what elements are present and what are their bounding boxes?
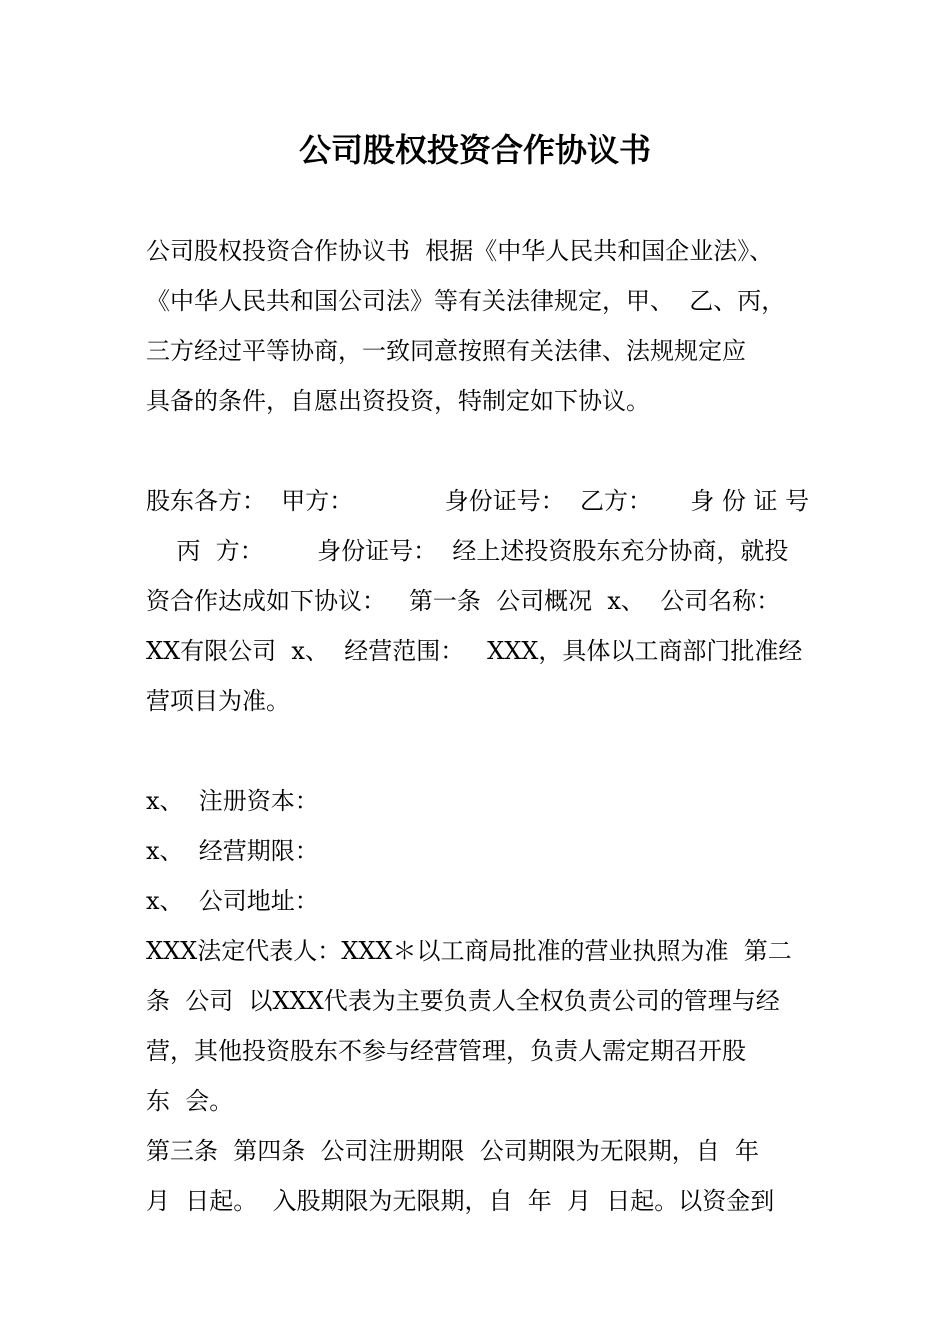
text-line: 资合作达成如下协议： 第一条 公司概况 x、 公司名称： — [146, 587, 781, 615]
text-line: 东 会。 — [146, 1087, 234, 1115]
text-line: x、 经营期限： — [146, 837, 319, 865]
details-paragraph — [146, 776, 826, 1226]
text-line: x、 注册资本： — [146, 787, 319, 815]
document-title: 公司股权投资合作协议书 — [298, 131, 651, 169]
text-line: 三方经过平等协商，一致同意按照有关法律、法规规定应 — [146, 337, 746, 365]
text-line: 丙 方： 身份证号： 经上述投资股东充分协商，就投 — [146, 537, 789, 565]
text-line: XX有限公司 x、 经营范围： XXX，具体以工商部门批准经 — [146, 637, 803, 665]
text-line: 营项目为准。 — [146, 687, 290, 715]
text-line: 股东各方： 甲方： 身份证号： 乙方： 身 份 证 号 — [146, 487, 810, 515]
text-line: 营，其他投资股东不参与经营管理，负责人需定期召开股 — [146, 1037, 746, 1065]
text-line: 第三条 第四条 公司注册期限 公司期限为无限期，自 年 — [146, 1137, 760, 1165]
text-line: 具备的条件，自愿出资投资，特制定如下协议。 — [146, 387, 650, 415]
shareholders-paragraph — [146, 476, 826, 726]
text-line: 《中华人民共和国公司法》等有关法律规定，甲、 乙、丙， — [146, 287, 786, 315]
text-line: 月 日起。 入股期限为无限期，自 年 月 日起。以资金到 — [146, 1187, 775, 1215]
intro-paragraph — [146, 226, 826, 426]
text-line: 公司股权投资合作协议书 根据《中华人民共和国企业法》、 — [146, 237, 774, 265]
text-line: 条 公司 以XXX代表为主要负责人全权负责公司的管理与经 — [146, 987, 780, 1015]
text-line: x、 公司地址： — [146, 887, 319, 915]
text-line: XXX法定代表人：XXX＊以工商局批准的营业执照为准 第二 — [146, 937, 792, 965]
